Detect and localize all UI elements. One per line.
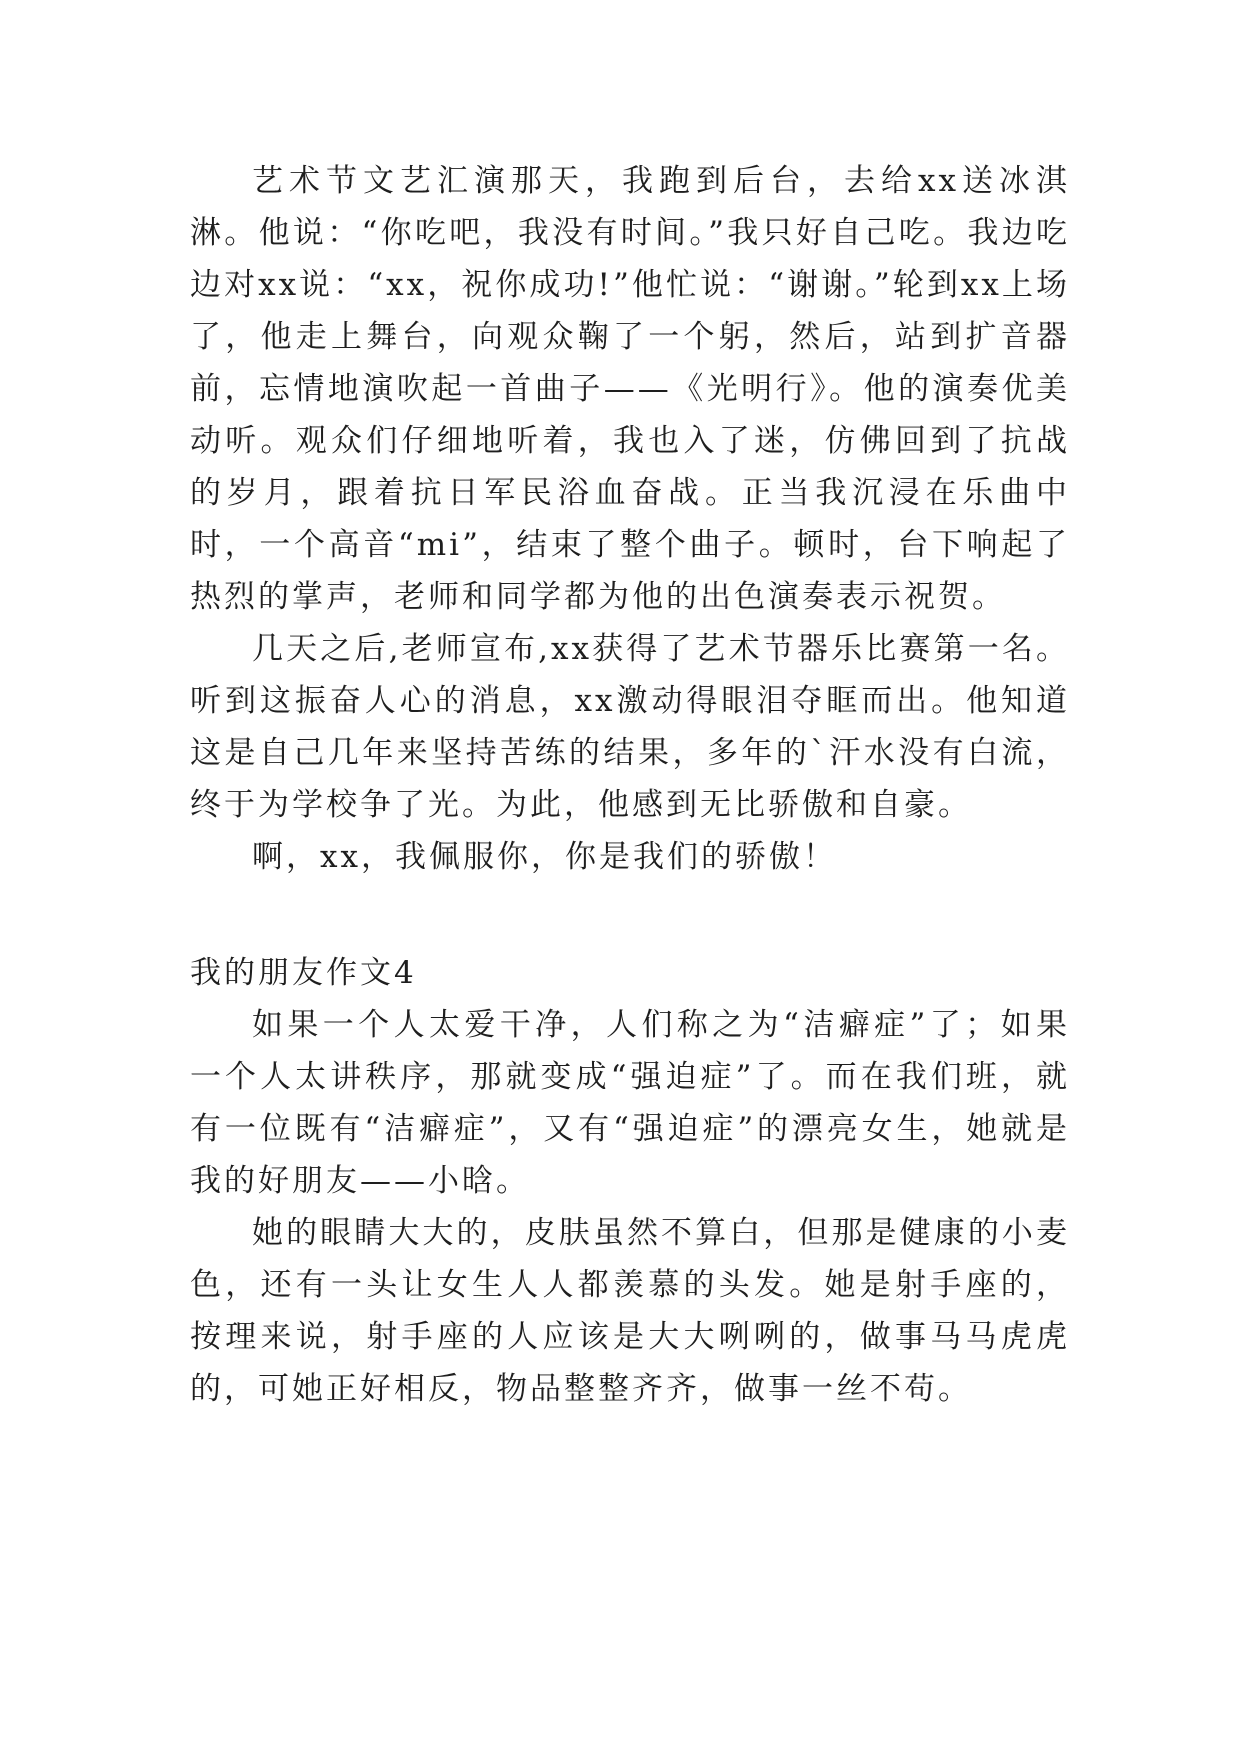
paragraph-performance: 艺术节文艺汇演那天，我跑到后台，去给xx送冰淇淋。他说：“你吃吧，我没有时间。”我只好自己吃。我边吃边对xx说：“xx，祝你成功!”他忙说：“谢谢。”轮到xx上场了，他走上舞台，向观众鞠了一个躬，然后，站到扩音器前，忘情地演吹起一首曲子——《光明行》。他的演奏优美动听。观众们仔细地听着，我也入了迷，仿佛回到了抗战的岁月，跟着抗日军民浴血奋战。正当我沉浸在乐曲中时，一个高音“mi”，结束了整个曲子。顿时，台下响起了热烈的掌声，老师和同学都为他的出色演奏表示祝贺。 — [190, 163, 1070, 615]
essay-title: 我的朋友作文4 — [190, 955, 417, 991]
paragraph-description: 她的眼睛大大的，皮肤虽然不算白，但那是健康的小麦色，还有一头让女生人人都羡慕的头发。她是射手座的，按理来说，射手座的人应该是大大咧咧的，做事马马虎虎的，可她正好相反，物品整整齐齐，做事一丝不苟。 — [190, 1215, 1070, 1407]
document-body — [190, 155, 1070, 1415]
paragraph-introduction: 如果一个人太爱干净，人们称之为“洁癖症”了；如果一个人太讲秩序，那就变成“强迫症”了。而在我们班，就有一位既有“洁癖症”，又有“强迫症”的漂亮女生，她就是我的好朋友——小晗。 — [190, 1007, 1070, 1199]
paragraph-admiration: 啊，xx，我佩服你，你是我们的骄傲！ — [252, 839, 837, 875]
paragraph-award: 几天之后,老师宣布,xx获得了艺术节器乐比赛第一名。听到这振奋人心的消息，xx激动得眼泪夺眶而出。他知道这是自己几年来坚持苦练的结果，多年的`汗水没有白流，终于为学校争了光。为此，他感到无比骄傲和自豪。 — [190, 631, 1070, 823]
